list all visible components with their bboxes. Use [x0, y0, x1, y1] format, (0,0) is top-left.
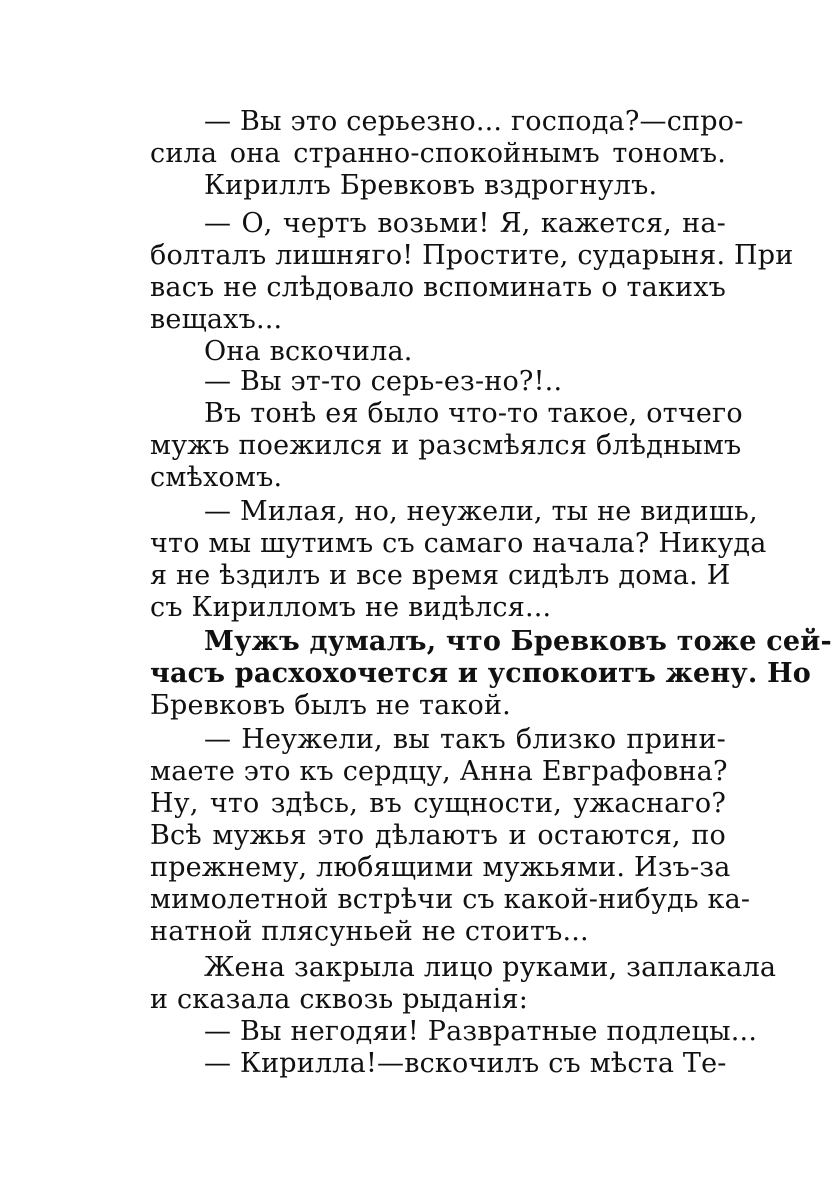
text-line: Она вскочила. — [204, 336, 413, 367]
text-line: мужъ поежился и разсмѣялся блѣднымъ — [150, 430, 742, 461]
text-line: — Вы это серьезно... господа?—спро- — [204, 106, 744, 137]
text-line: Мужъ думалъ, что Бревковъ тоже сей- — [204, 626, 832, 657]
text-line: Жена закрыла лицо руками, заплакала — [204, 952, 777, 983]
text-line: натной плясуньей не стоитъ... — [150, 916, 589, 947]
text-line: Кириллъ Бревковъ вздрогнулъ. — [204, 170, 658, 201]
text-line: — О, чертъ возьми! Я, кажется, на- — [204, 208, 726, 239]
text-line: — Вы эт-то серь-ез-но?!.. — [204, 366, 563, 397]
text-line: вещахъ... — [150, 304, 283, 335]
text-line: я не ѣздилъ и все время сидѣлъ дома. И — [150, 560, 731, 591]
text-line: Въ тонѣ ея было что-то такое, отчего — [204, 398, 743, 429]
text-line: что мы шутимъ съ самаго начала? Никуда — [150, 528, 767, 559]
text-line: — Неужели, вы такъ близко прини- — [204, 724, 726, 755]
text-line: сила она странно-спокойнымъ тономъ. — [150, 138, 726, 169]
text-line: маете это къ сердцу, Анна Евграфовна? — [150, 756, 728, 787]
text-line: мимолетной встрѣчи съ какой-нибудь ка- — [150, 884, 751, 915]
text-line: смѣхомъ. — [150, 462, 283, 493]
text-line: васъ не слѣдовало вспоминать о такихъ — [150, 272, 726, 303]
text-line: — Кирилла!—вскочилъ съ мѣста Те- — [204, 1048, 727, 1079]
text-line: съ Кирилломъ не видѣлся... — [150, 592, 552, 623]
text-line: часъ расхохочется и успокоитъ жену. Но — [150, 658, 811, 689]
text-line: Бревковъ былъ не такой. — [150, 690, 511, 721]
text-line: и сказала сквозь рыданія: — [150, 984, 529, 1015]
text-line: болталъ лишняго! Простите, сударыня. При — [150, 240, 794, 271]
text-line: Всѣ мужья это дѣлаютъ и остаются, по — [150, 820, 726, 851]
text-line: — Милая, но, неужели, ты не видишь, — [204, 496, 758, 527]
text-line: прежнему, любящими мужьями. Изъ-за — [150, 852, 731, 883]
text-line: Ну, что здѣсь, въ сущности, ужаснаго? — [150, 788, 726, 819]
text-line: — Вы негодяи! Развратные подлецы... — [204, 1016, 758, 1047]
